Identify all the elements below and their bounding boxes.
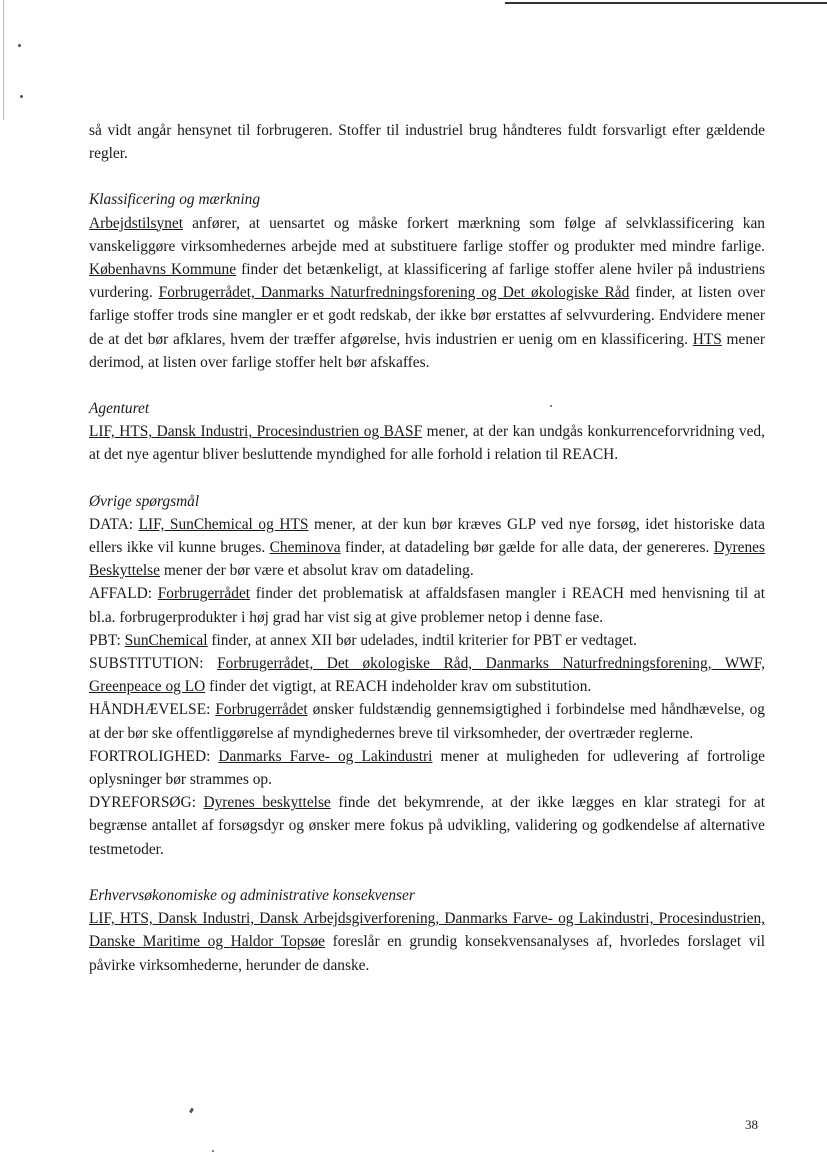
scan-speck xyxy=(189,1108,194,1114)
top-rule xyxy=(505,2,827,4)
scan-speck xyxy=(212,1150,214,1152)
scan-speck xyxy=(18,44,21,47)
org-link: HTS xyxy=(692,330,722,348)
scan-speck xyxy=(20,95,23,98)
org-link: Arbejdstilsynet xyxy=(89,214,184,232)
fortrolighed-paragraph: FORTROLIGHED: Danmarks Farve- og Lakindustri mener at muligheden for udlevering af fortrolige oplysninger bør strammes op. xyxy=(89,747,765,789)
pbt-paragraph: PBT: SunChemical finder, at annex XII bør udelades, indtil kriterier for PBT er vedtaget. xyxy=(89,631,637,649)
org-link: Forbrugerrådet xyxy=(215,701,308,719)
org-link: Cheminova xyxy=(269,539,341,557)
data-paragraph: DATA: LIF, SunChemical og HTS mener, at der kun bør kræves GLP ved nye forsøg, idet historiske data ellers ikke vil kunne bruges. Cheminova finder, at datadeling bør gælde for alle data, der genereres. Dyrenes Beskyttelse mener der bør være et absolut krav om datadeling. xyxy=(89,515,766,580)
page-number: 38 xyxy=(745,1117,758,1132)
org-link: Forbrugerrådet xyxy=(157,585,251,603)
klassificering-paragraph: Arbejdstilsynet anfører, at uensartet og måske forkert mærkning som følge af selvklassificering kan vanskeliggøre virksomhedernes arbejde med at substituere farlige stoffer og produkter med mindre farlige. Københavns Kommune finder det betænkeligt, at klassificering af farlige stoffer alene hviler på industriens vurdering. Forbrugerrådet, Danmarks Naturfredningsforening og Det økologiske Råd finder, at listen over farlige stoffer trods sine mangler er et godt redskab, der ikke bør erstattes af selvvurdering. Endvidere mener de at det bør afklares, hvem der træffer afgørelse, hvis industrien er uenig om en klassificering. HTS mener derimod, at listen over farlige stoffer helt bør afskaffes. xyxy=(89,214,766,371)
org-link: Forbrugerrådet, Det økologiske Råd, Danmarks Naturfredningsforening, WWF, Greenpeace og LO xyxy=(89,655,765,696)
substitution-paragraph: SUBSTITUTION: Forbrugerrådet, Det økologiske Råd, Danmarks Naturfredningsforening, WWF, Greenpeace og LO finder det vigtigt, at REACH indeholder krav om substitution. xyxy=(89,655,765,696)
org-link: Københavns Kommune xyxy=(89,261,237,279)
scan-edge xyxy=(3,0,4,120)
affald-paragraph: AFFALD: Forbrugerrådet finder det problematisk at affaldsfasen mangler i REACH med henvisning til at bl.a. forbrugerprodukter i høj grad har vist sig at give problemer netop i denne fase. xyxy=(89,585,765,626)
dyreforsog-paragraph: DYREFORSØG: Dyrenes beskyttelse finde det bekymrende, at der ikke lægges en klar strategi for at begrænse antallet af forsøgsdyr og ønsker mere fokus på udvikling, validering og godkendelse af alternative testmetoder. xyxy=(89,794,765,858)
intro-text: så vidt angår hensynet til forbrugeren. Stoffer til industriel brug håndteres fuldt forsvarligt efter gældende regler. xyxy=(89,122,765,163)
org-link: Dyrenes beskyttelse xyxy=(203,794,331,812)
org-link: SunChemical xyxy=(124,631,208,649)
org-link: Dyrenes Beskyttelse xyxy=(89,539,766,580)
org-link: Danmarks Farve- og Lakindustri xyxy=(218,747,433,765)
erhverv-paragraph: LIF, HTS, Dansk Industri, Dansk Arbejdsgiverforening, Danmarks Farve- og Lakindustri, Procesindustrien, Danske Maritime og Haldor Topsøe foreslår en grundig konsekvensanalyses af, hvorledes forslaget vil påvirke virksomhederne, herunder de danske. xyxy=(89,910,765,974)
org-link: LIF, HTS, Dansk Industri, Procesindustrien og BASF xyxy=(89,423,423,441)
org-link: LIF, SunChemical og HTS xyxy=(138,515,309,533)
section-heading-klassificering: Klassificering og mærkning xyxy=(89,191,261,209)
document-body xyxy=(89,119,765,977)
agenturet-paragraph: LIF, HTS, Dansk Industri, Procesindustrien og BASF mener, at der kan undgås konkurrenceforvridning ved, at det nye agentur bliver besluttende myndighed for alle forhold i relation til REACH. xyxy=(89,423,765,464)
handhaevelse-paragraph: HÅNDHÆVELSE: Forbrugerrådet ønsker fuldstændig gennemsigtighed i forbindelse med håndhævelse, og at der bør ske offentliggørelse af myndighedernes breve til virksomheder, der overtræder reglerne. xyxy=(89,701,765,742)
section-heading-ovrige: Øvrige spørgsmål xyxy=(89,492,200,510)
org-link: LIF, HTS, Dansk Industri, Dansk Arbejdsgiverforening, Danmarks Farve- og Lakindustri, Procesindustrien, Danske Maritime og Haldor Topsøe xyxy=(89,910,765,951)
org-link: Forbrugerrådet, Danmarks Naturfredningsforening og Det økologiske Råd xyxy=(158,284,630,302)
section-heading-erhverv: Erhvervsøkonomiske og administrative konsekvenser xyxy=(89,886,415,904)
intro-paragraph xyxy=(89,119,765,165)
section-heading-agenturet: Agenturet xyxy=(89,400,150,418)
